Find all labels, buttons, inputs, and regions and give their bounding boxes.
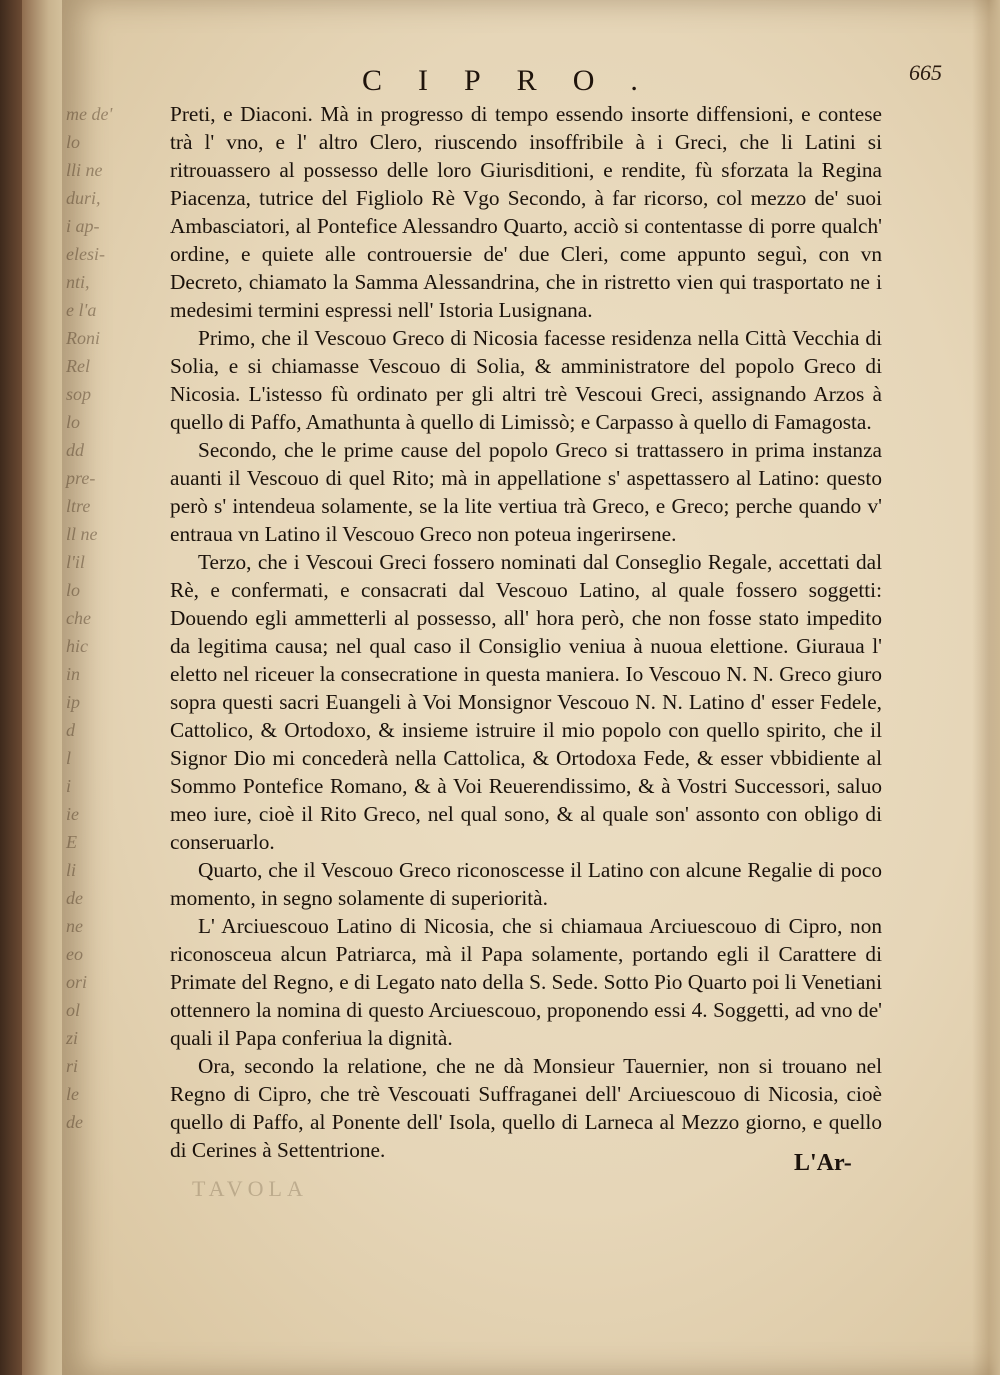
bleed-fragment: elesi- xyxy=(66,244,105,264)
page-edge xyxy=(972,0,1000,1375)
bleed-fragment: E xyxy=(66,832,77,852)
bleed-fragment: l'il xyxy=(66,552,85,572)
bleed-fragment: hic xyxy=(66,636,88,656)
paragraph: Primo, che il Vescouo Greco di Nicosia facesse residenza nella Città Vecchia di Solia, e si chiamasse Vescouo di Solia, & amministratore del popolo Greco di Nicosia. L'istesso fù ordinato per gli altri trè Vescoui Greci, assignando Arzos à quello di Paffo, Amathunta à quello di Limissò; e Carpasso à quello di Famagosta. xyxy=(170,326,882,434)
bleed-fragment: e l'a xyxy=(66,300,97,320)
bleed-fragment: dd xyxy=(66,440,84,460)
bleed-through-bottom: TAVOLA xyxy=(192,1176,308,1201)
paragraph: L' Arciuescouo Latino di Nicosia, che si chiamaua Arciuescouo di Cipro, non riconosceua alcun Patriarca, mà il Papa solamente, portando egli il Carattere di Primate del Regno, e di Legato nato della S. Sede. Sotto Pio Quarto poi li Venetiani ottennero la nomina di questo Arciuescouo, proponendo essi 4. Soggetti, ad vno de' quali il Papa conferiua la dignità. xyxy=(170,914,882,1050)
bleed-fragment: zi xyxy=(66,1028,79,1048)
paragraph: Secondo, che le prime cause del popolo Greco si trattassero in prima instanza auanti il Vescouo di quel Rito; mà in appellatione s' aspettassero al Latino: questo però s' intendeua solamente, se la lite vertiua trà Greco, e Greco; perche quando v' entraua vn Latino il Vescouo Greco non poteua ingerirsene. xyxy=(170,438,882,546)
paragraph: Terzo, che i Vescoui Greci fossero nominati dal Conseglio Regale, accettati dal Rè, e confermati, e consacrati dal Vescouo Latino, al quale fossero soggetti: Douendo egli ammetterli al possesso, all' hora però, che non fosse stato impedito da legitima causa; nel qual caso il Consiglio veniua à nuoua elettione. Giuraua l' eletto nel riceuer la consecratione in questa maniera. Io Vescouo N. N. Greco giuro sopra questi sacri Euangeli à Voi Monsignor Vescouo N. N. Latino d' esser Fedele, Cattolico, & Ortodoxo, & insieme istruire il mio popolo con quello spirito, che il Signor Dio mi concederà nella Cattolica, & Ortodoxa Fede, & esser vbbidiente al Sommo Pontefice Romano, & à Voi Reuerendissimo, & à Vostri Successori, saluo meo iure, cioè il Rito Greco, nel qual sono, & al quale son' assonto con obligo di conseruarlo. xyxy=(170,550,882,854)
catchword: L'Ar- xyxy=(794,1150,852,1176)
bleed-fragment: duri, xyxy=(66,188,101,208)
bleed-fragment: i xyxy=(66,776,72,796)
bleed-fragment: de xyxy=(66,1112,83,1132)
bleed-fragment: eo xyxy=(66,944,83,964)
running-head xyxy=(242,60,962,104)
bleed-fragment: pre- xyxy=(66,468,96,488)
bleed-fragment: ll ne xyxy=(66,524,98,544)
running-title: CIPRO. xyxy=(362,64,674,97)
main-text-block xyxy=(170,100,882,1164)
bleed-fragment: le xyxy=(66,1084,79,1104)
bleed-fragment: ltre xyxy=(66,496,91,516)
bleed-fragment: ori xyxy=(66,972,88,992)
bleed-fragment: in xyxy=(66,664,81,684)
bleed-fragment: lo xyxy=(66,412,81,432)
bleed-fragment: li xyxy=(66,860,77,880)
bleed-fragment: lo xyxy=(66,580,81,600)
bleed-fragment: lli ne xyxy=(66,160,103,180)
bleed-fragment: Rel xyxy=(66,356,90,376)
binding-shadow xyxy=(0,0,22,1375)
paragraph: Preti, e Diaconi. Mà in progresso di tempo essendo insorte diffensioni, e contese trà l' vno, e l' altro Clero, riuscendo insoffribile à i Greci, che li Latini si ritrouassero al possesso delle loro Giurisditioni, e rendite, fù sforzata la Regina Piacenza, tutrice del Figliolo Rè Vgo Secondo, à far ricorso, col mezzo de' suoi Ambasciatori, al Pontefice Alessandro Quarto, acciò si contentasse di porre qualch' ordine, e quiete alle controuersie de' due Cleri, come appunto seguì, con vn Decreto, chiamato la Samma Alessandrina, che in ristretto vien qui trasportato ne i medesimi termini espressi nell' Istoria Lusignana. xyxy=(170,102,882,322)
bleed-fragment: sop xyxy=(66,384,92,404)
book-page xyxy=(62,0,1000,1375)
paragraph: Ora, secondo la relatione, che ne dà Monsieur Tauernier, non si trouano nel Regno di Cipro, che trè Vescouati Suffraganei dell' Arciuescouo di Nicosia, cioè quello di Paffo, al Ponente dell' Isola, quello di Larneca al Mezzo giorno, e quello di Cerines à Settentrione. xyxy=(170,1054,882,1162)
margin-bleed-through xyxy=(62,100,122,1240)
paragraph: Quarto, che il Vescouo Greco riconoscesse il Latino con alcune Regalie di poco momento, in segno solamente di superiorità. xyxy=(170,858,882,910)
bleed-fragment: l xyxy=(66,748,72,768)
bleed-fragment: ie xyxy=(66,804,79,824)
bleed-fragment: che xyxy=(66,608,91,628)
bleed-fragment: ip xyxy=(66,692,81,712)
bleed-fragment: ne xyxy=(66,916,83,936)
bleed-fragment: i ap- xyxy=(66,216,100,236)
bleed-fragment: ri xyxy=(66,1056,79,1076)
bleed-fragment: d xyxy=(66,720,75,740)
bleed-fragment: me de' xyxy=(66,104,113,124)
bleed-fragment: de xyxy=(66,888,83,908)
page-number: 665 xyxy=(909,60,942,85)
bleed-fragment: lo xyxy=(66,132,81,152)
bleed-fragment: ol xyxy=(66,1000,81,1020)
bleed-fragment: Roni xyxy=(66,328,100,348)
bleed-fragment: nti, xyxy=(66,272,90,292)
